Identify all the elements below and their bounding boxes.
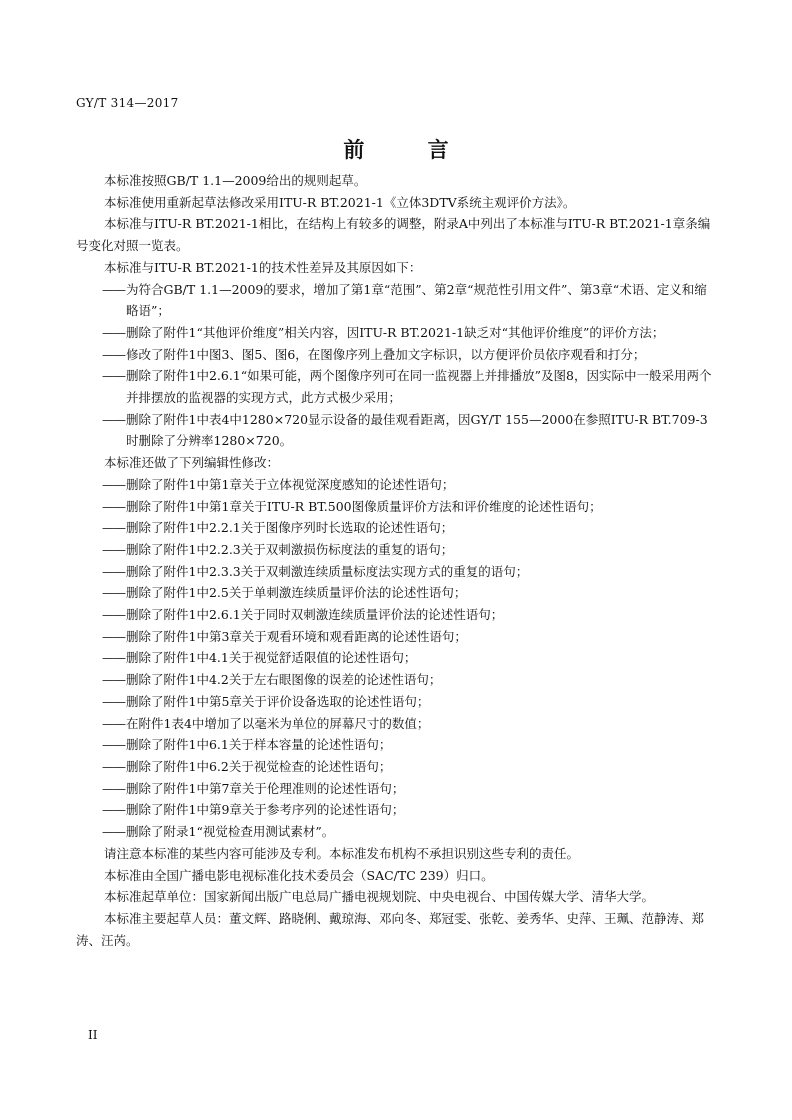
paragraph-patent-notice: 请注意本标准的某些内容可能涉及专利。本标准发布机构不承担识别这些专利的责任。 (104, 845, 580, 861)
paragraph-structure-changes: 本标准与ITU-R BT.2021-1相比，在结构上有较多的调整，附录A中列出了本标准与ITU-R BT.2021-1章条编号变化对照一览表。 (76, 216, 711, 254)
list-item: ——删除了附件1中表4中1280×720显示设备的最佳观看距离，因GY/T 155—2000在参照ITU-R BT.709-3时删除了分辨率1280×720。 (76, 409, 716, 452)
dash-mark: —— (102, 802, 125, 818)
list-item: ——删除了附件1中4.2关于左右眼图像的误差的论述性语句； (76, 669, 716, 691)
paragraph-drafting-rules: 本标准按照GB/T 1.1—2009给出的规则起草。 (104, 173, 367, 188)
list-item: ——删除了附件1中2.2.1关于图像序列时长选取的论述性语句； (76, 517, 716, 539)
dash-mark: —— (102, 650, 125, 666)
dash-mark: —— (102, 715, 125, 731)
dash-mark: —— (102, 737, 125, 753)
dash-mark: —— (102, 693, 125, 709)
dash-mark: —— (102, 824, 125, 840)
list-item: ——删除了附件1中第1章关于ITU-R BT.500图像质量评价方法和评价维度的论述性语句； (76, 496, 716, 518)
dash-mark: —— (102, 498, 125, 514)
dash-mark: —— (102, 541, 125, 557)
dash-mark: —— (102, 780, 125, 796)
dash-mark: —— (102, 672, 125, 688)
list-item: ——删除了附件1中6.2关于视觉检查的论述性语句； (76, 756, 716, 778)
paragraph-tech-diff-intro: 本标准与ITU-R BT.2021-1的技术性差异及其原因如下： (104, 259, 422, 275)
page-number: II (88, 1028, 98, 1042)
list-item: ——删除了附件1中2.6.1关于同时双刺激连续质量评价法的论述性语句； (76, 604, 716, 626)
paragraph-committee: 本标准由全国广播电影电视标准化技术委员会（SAC/TC 239）归口。 (104, 867, 494, 883)
foreword-body (76, 170, 716, 951)
editorial-change-list (76, 474, 716, 843)
tech-diff-list (76, 279, 716, 453)
paragraph-drafting-units: 本标准起草单位：国家新闻出版广电总局广播电视规划院、中央电视台、中国传媒大学、清华大学。 (104, 889, 655, 905)
list-item: ——在附件1表4中增加了以毫米为单位的屏幕尺寸的数值； (76, 713, 716, 735)
dash-mark: —— (102, 607, 125, 623)
list-item: ——删除了附件1中2.6.1“如果可能，两个图像序列可在同一监视器上并排播放”及图8，因实际中一般采用两个并排摆放的监视器的实现方式，此方式极少采用； (76, 365, 716, 408)
dash-mark: —— (102, 324, 125, 340)
dash-mark: —— (102, 368, 125, 384)
page-title: 前 言 (343, 137, 477, 162)
list-item: ——删除了附件1中第9章关于参考序列的论述性语句； (76, 799, 716, 821)
list-item: ——删除了附录1“视觉检查用测试素材”。 (76, 821, 716, 843)
dash-mark: —— (102, 281, 125, 297)
list-item: ——删除了附件1中2.3.3关于双刺激连续质量标度法实现方式的重复的语句； (76, 561, 716, 583)
standard-code: GY/T 314—2017 (76, 96, 179, 110)
paragraph-editorial-intro: 本标准还做了下列编辑性修改： (104, 455, 280, 471)
list-item: ——删除了附件1中第7章关于伦理准则的论述性语句； (76, 778, 716, 800)
dash-mark: —— (102, 758, 125, 774)
list-item: ——删除了附件1中第3章关于观看环境和观看距离的论述性语句； (76, 626, 716, 648)
paragraph-drafters: 本标准主要起草人员：董文辉、路晓俐、戴琼海、邓向冬、郑冠雯、张乾、姜秀华、史萍、王珮、范静涛、郑涛、汪芮。 (76, 910, 705, 948)
dash-mark: —— (102, 563, 125, 579)
dash-mark: —— (102, 411, 125, 427)
list-item: ——删除了附件1中第5章关于评价设备选取的论述性语句； (76, 691, 716, 713)
dash-mark: —— (102, 476, 125, 492)
list-item: ——删除了附件1中4.1关于视觉舒适限值的论述性语句； (76, 647, 716, 669)
list-item: ——删除了附件1中第1章关于立体视觉深度感知的论述性语句； (76, 474, 716, 496)
list-item: ——删除了附件1“其他评价维度”相关内容，因ITU-R BT.2021-1缺乏对“其他评价维度”的评价方法； (76, 322, 716, 344)
dash-mark: —— (102, 585, 125, 601)
list-item: ——删除了附件1中2.2.3关于双刺激损伤标度法的重复的语句； (76, 539, 716, 561)
list-item: ——修改了附件1中图3、图5、图6，在图像序列上叠加文字标识，以方便评价员依序观看和打分； (76, 344, 716, 366)
dash-mark: —— (102, 520, 125, 536)
list-item: ——为符合GB/T 1.1—2009的要求，增加了第1章“范围”、第2章“规范性引用文件”、第3章“术语、定义和缩略语”； (76, 279, 716, 322)
list-item: ——删除了附件1中6.1关于样本容量的论述性语句； (76, 734, 716, 756)
paragraph-adoption-method: 本标准使用重新起草法修改采用ITU-R BT.2021-1《立体3DTV系统主观评价方法》。 (104, 194, 576, 210)
dash-mark: —— (102, 628, 125, 644)
dash-mark: —— (102, 346, 125, 362)
list-item: ——删除了附件1中2.5关于单刺激连续质量评价法的论述性语句； (76, 582, 716, 604)
